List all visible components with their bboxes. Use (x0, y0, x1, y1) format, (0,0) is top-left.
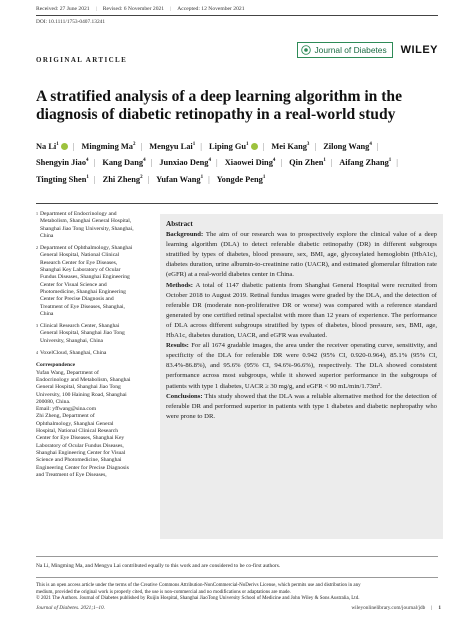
section-rule (36, 203, 438, 204)
affiliation-mark: 1 (323, 158, 326, 164)
affiliation-mark: 4 (143, 158, 146, 164)
author-separator: | (262, 141, 265, 151)
author[interactable] (225, 158, 276, 167)
author-name: Qin Zhen (289, 158, 324, 168)
author-name: Mingming Ma (81, 141, 133, 151)
abstract-box (160, 214, 443, 539)
author-name: Kang Dang (102, 158, 144, 168)
author[interactable] (149, 142, 195, 151)
correspondence-heading: Correspondence (36, 362, 76, 369)
journal-citation: Journal of Diabetes. 2021;1–10. (36, 605, 105, 611)
author-separator: | (330, 158, 333, 168)
abstract-conclusions (166, 392, 437, 422)
footer-right (351, 605, 441, 611)
affiliation-mark: 1 (388, 158, 392, 164)
author-separator: | (93, 158, 96, 168)
orcid-icon[interactable] (251, 143, 258, 150)
methods-label: Methods: (166, 281, 193, 289)
author-separator: | (72, 141, 75, 151)
affiliation-mark: 4 (208, 158, 211, 164)
contribution-footnote: Na Li, Mingming Ma, and Mengyu Lai contributed equally to this work and are considered to be co-first authors. (36, 563, 281, 569)
author-name: Yufan Wang (156, 174, 201, 184)
author-separator: | (208, 174, 210, 184)
affiliation-text: Clinical Research Center, Shanghai General Hospital, Shanghai Jiao Tong University, Shanghai, China (40, 323, 125, 344)
author[interactable] (103, 175, 143, 184)
publisher-logo: WILEY (400, 44, 438, 56)
journal-url[interactable]: wileyonlinelibrary.com/journal/jdb (351, 605, 426, 611)
author[interactable] (271, 142, 309, 151)
methods-text: A total of 1147 diabetic patients from Shanghai General Hospital were recruited from October 2018 to August 2019. Retinal fundus images were graded by the DLA, and the detection of referable DR (moderate non-proliferative DR or worse) was compared with a reference standard generated by one certified retinal specialist with more than 12 years of experience. The performance of DLA across different subgroups stratified by types of diabetes, blood pressure, sex, BMI, age, HbA1c, diabetes duration, UACR, and eGFR was evaluated. (166, 281, 437, 340)
affiliation-mark: 2 (140, 174, 143, 180)
eye-icon (301, 45, 311, 55)
results-text: For all 1674 gradable images, the area under the receiver operating curve, sensitivity, and specificity of the DLA for referable DR were 0.942 (95% CI, 0.920-0.964), 85.1% (95% CI, 83.4%-86.8%), and 95.6% (95% CI, 94.6%-96.6%), respectively. The DLA showed consistent performance across most subgroups, while it showed superior performance in the subgroups of patients with type 1 diabetes, UACR ≥ 30 mg/g, and eGFR < 90 mL/min/1.73m². (166, 342, 437, 390)
author[interactable] (156, 175, 203, 184)
doi[interactable]: DOI: 10.1111/1753-0407.13241 (36, 19, 106, 25)
revised-date: Revised: 6 November 2021 (102, 6, 165, 12)
author-separator: | (314, 141, 317, 151)
author[interactable] (82, 142, 136, 151)
author[interactable] (102, 158, 145, 167)
author-name: Yongde Peng (216, 174, 263, 184)
license-footnote: This is an open access article under the terms of the Creative Commons Attribution-NonCommercial-NoDerivs License, which permits use and distribution in any medium, provided the original work is properly cited, the use is non-commercial and no modifications or adaptations are made. © 2021 The Authors. Journal of Diabetes published by Ruijin Hospital, Shanghai JiaoTong University School of Medicine and John Wiley & Sons Australia, Ltd. (36, 583, 361, 601)
background-text: The aim of our research was to prospectively explore the clinical value of a deep learning algorithm (DLA) to detect referable diabetic retinopathy (DR) in different subgroups stratified by types of diabetes, blood pressure, sex, BMI, age, glycosylated hemoglobin (HbA1c), diabetes duration, urine albumin-to-creatinine ratio (UACR), and estimated glomerular filtration rate (eGFR) at a real-world diabetes center in China. (166, 231, 437, 279)
accepted-date: Accepted: 12 November 2021 (177, 6, 245, 12)
author-name: Xiaowei Ding (224, 158, 273, 168)
author[interactable] (217, 175, 266, 184)
author-separator: | (147, 174, 150, 184)
author-name: Tingting Shen (36, 174, 87, 184)
affiliation (36, 245, 151, 318)
author-separator: | (150, 158, 153, 168)
affiliation-mark: 3 (306, 142, 310, 147)
footnote-rule (36, 556, 438, 557)
article-type: ORIGINAL ARTICLE (36, 56, 128, 64)
abstract-background (166, 230, 437, 280)
affiliation-text: VoxelCloud, Shanghai, China (40, 350, 107, 357)
author[interactable] (289, 158, 326, 167)
footer-separator: | (431, 605, 433, 611)
affiliation-number: 1 (36, 211, 38, 216)
affiliation (36, 350, 151, 357)
affiliation-number: 3 (36, 323, 38, 329)
affiliation-text: Department of Endocrinology and Metabolism, Shanghai General Hospital, Shanghai Jiao Tong University, Shanghai, China (40, 211, 134, 239)
logos (297, 42, 438, 58)
author-separator: | (200, 141, 202, 151)
affiliation-mark: 1 (262, 174, 266, 180)
affiliation-mark: 4 (369, 142, 372, 147)
affiliation-mark: 4 (272, 158, 276, 164)
author[interactable] (36, 142, 68, 151)
abstract-results (166, 341, 437, 391)
date-separator: | (95, 6, 97, 12)
author-separator: | (215, 158, 218, 168)
author-separator: | (93, 174, 96, 184)
affiliation-text: Department of Ophthalmology, Shanghai General Hospital, National Clinical Research Center for Eye Diseases, Shanghai Key Laboratory of Ocular Fundus Diseases, Shanghai Engineering Center for Visual Science and Photomedicine, Shanghai Engineering Center for Precise Diagnosis and Treatment of Eye Diseases, Shanghai, China (40, 245, 133, 317)
affiliation-mark: 2 (132, 142, 136, 147)
author-name: Aifang Zhang (339, 158, 389, 168)
affiliation (36, 211, 151, 240)
page-number: 1 (438, 605, 441, 611)
affiliation (36, 323, 151, 345)
author[interactable] (36, 175, 89, 184)
author-name: Liping Gu (209, 141, 247, 151)
license-rule (36, 577, 438, 578)
abstract-methods (166, 281, 437, 342)
affiliations (36, 211, 151, 479)
article-dates (36, 6, 245, 12)
author-name: Zhi Zheng (102, 174, 141, 184)
author-name: Mengyu Lai (149, 141, 193, 151)
affiliation-mark: 1 (200, 174, 204, 180)
received-date: Received: 27 June 2021 (36, 6, 90, 12)
author-name: Shengyin Jiao (36, 158, 87, 168)
background-label: Background: (166, 231, 204, 239)
affiliation-number: 2 (36, 245, 38, 251)
author[interactable] (159, 158, 211, 167)
author[interactable] (339, 158, 391, 167)
affiliation-mark: 1 (56, 142, 59, 147)
date-separator: | (170, 6, 172, 12)
author-separator: | (396, 158, 398, 168)
author-name: Junxiao Deng (159, 158, 209, 168)
results-label: Results: (166, 342, 189, 350)
affiliation-mark: 1 (246, 142, 249, 147)
journal-logo (297, 42, 392, 58)
author-name: Zilong Wang (323, 141, 370, 151)
affiliation-mark: 1 (86, 174, 89, 180)
author-separator: | (376, 141, 379, 151)
affiliation-number: 4 (36, 350, 38, 356)
author-name: Na Li (36, 141, 57, 151)
author[interactable] (36, 158, 89, 167)
author-name: Mei Kang (271, 141, 307, 151)
journal-logo-text: Journal of Diabetes (314, 45, 387, 55)
affiliation-mark: 4 (86, 158, 89, 164)
conclusions-label: Conclusions: (166, 392, 203, 400)
abstract-heading: Abstract (166, 220, 193, 228)
author[interactable] (209, 142, 258, 151)
author-separator: | (140, 141, 143, 151)
author-separator: | (280, 158, 283, 168)
author-list (36, 138, 446, 187)
affiliation-mark: 1 (192, 142, 196, 147)
orcid-icon[interactable] (61, 143, 68, 150)
author[interactable] (323, 142, 372, 151)
article-title: A stratified analysis of a deep learning algorithm in the diagnosis of diabetic retinopathy in a real-world study (36, 88, 403, 123)
correspondence-text: Yufan Wang, Department of Endocrinology and Metabolism, Shanghai General Hospital, Shanghai Jiao Tong University, 100 Haining Road, Shanghai 200080, China. Email: yffwang@sina.com Zhi Zheng, Department of Ophthalmology, Shanghai General Hospital, National Clinical Research Center for Eye Diseases, Shanghai Key Laboratory of Ocular Fundus Diseases, Shanghai Engineering Center for Visual Science and Photomedicine, Shanghai Engineering Center for Precise Diagnosis and Treatment of Eye Diseases, (36, 369, 131, 478)
header-rule (36, 15, 438, 16)
conclusions-text: This study showed that the DLA was a reliable alternative method for the detection of referable DR and performed superior in patients with type 1 diabetes and diabetic nephropathy who were prone to DR. (166, 392, 437, 420)
